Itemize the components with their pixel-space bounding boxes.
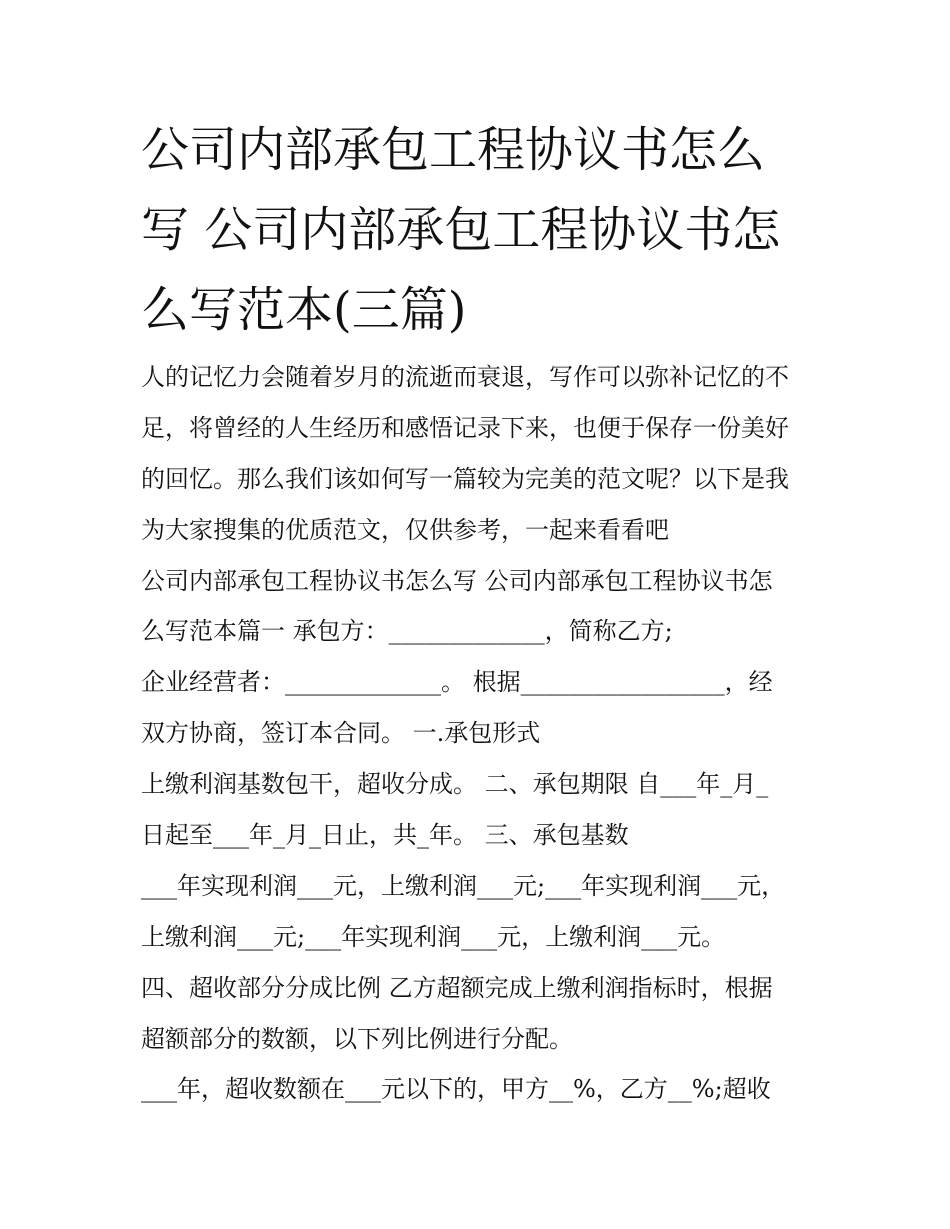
body-line-5: 公司内部承包工程协议书怎么写 公司内部承包工程协议书怎 [141,566,773,595]
body-line-10: 日起至___年_月_日止，共_年。 三、承包基数 [141,821,629,850]
body-line-7: 企业经营者：_____________。 根据_________________，经 [141,668,773,697]
body-line-2: 足，将曾经的人生经历和感悟记录下来，也便于保存一份美好 [141,413,789,442]
title-line-1: 公司内部承包工程协议书怎么 [141,122,766,178]
body-line-13: 四、超收部分分成比例 乙方超额完成上缴利润指标时，根据 [141,973,773,1002]
body-line-11: ___年实现利润___元，上缴利润___元;___年实现利润___元， [141,871,786,900]
body-line-3: 的回忆。那么我们该如何写一篇较为完美的范文呢？以下是我 [141,464,789,493]
body-line-4: 为大家搜集的优质范文，仅供参考，一起来看看吧 [141,515,669,544]
title-line-3: 么写范本(三篇) [141,282,467,338]
body-line-9: 上缴利润基数包干，超收分成。 二、承包期限 自___年_月_ [141,770,769,799]
body-line-15: ___年，超收数额在___元以下的，甲方__%，乙方__%;超收 [141,1075,771,1104]
body-line-14: 超额部分的数额，以下列比例进行分配。 [141,1024,573,1053]
document-body [141,352,821,1115]
document-title [141,110,821,350]
body-line-12: 上缴利润___元;___年实现利润___元，上缴利润___元。 [141,922,726,951]
body-line-1: 人的记忆力会随着岁月的流逝而衰退，写作可以弥补记忆的不 [141,363,789,391]
body-line-6: 么写范本篇一 承包方：_____________，简称乙方; [141,617,673,646]
title-line-2: 写 公司内部承包工程协议书怎 [141,202,781,258]
body-line-8: 双方协商，签订本合同。 一.承包形式 [141,719,541,748]
